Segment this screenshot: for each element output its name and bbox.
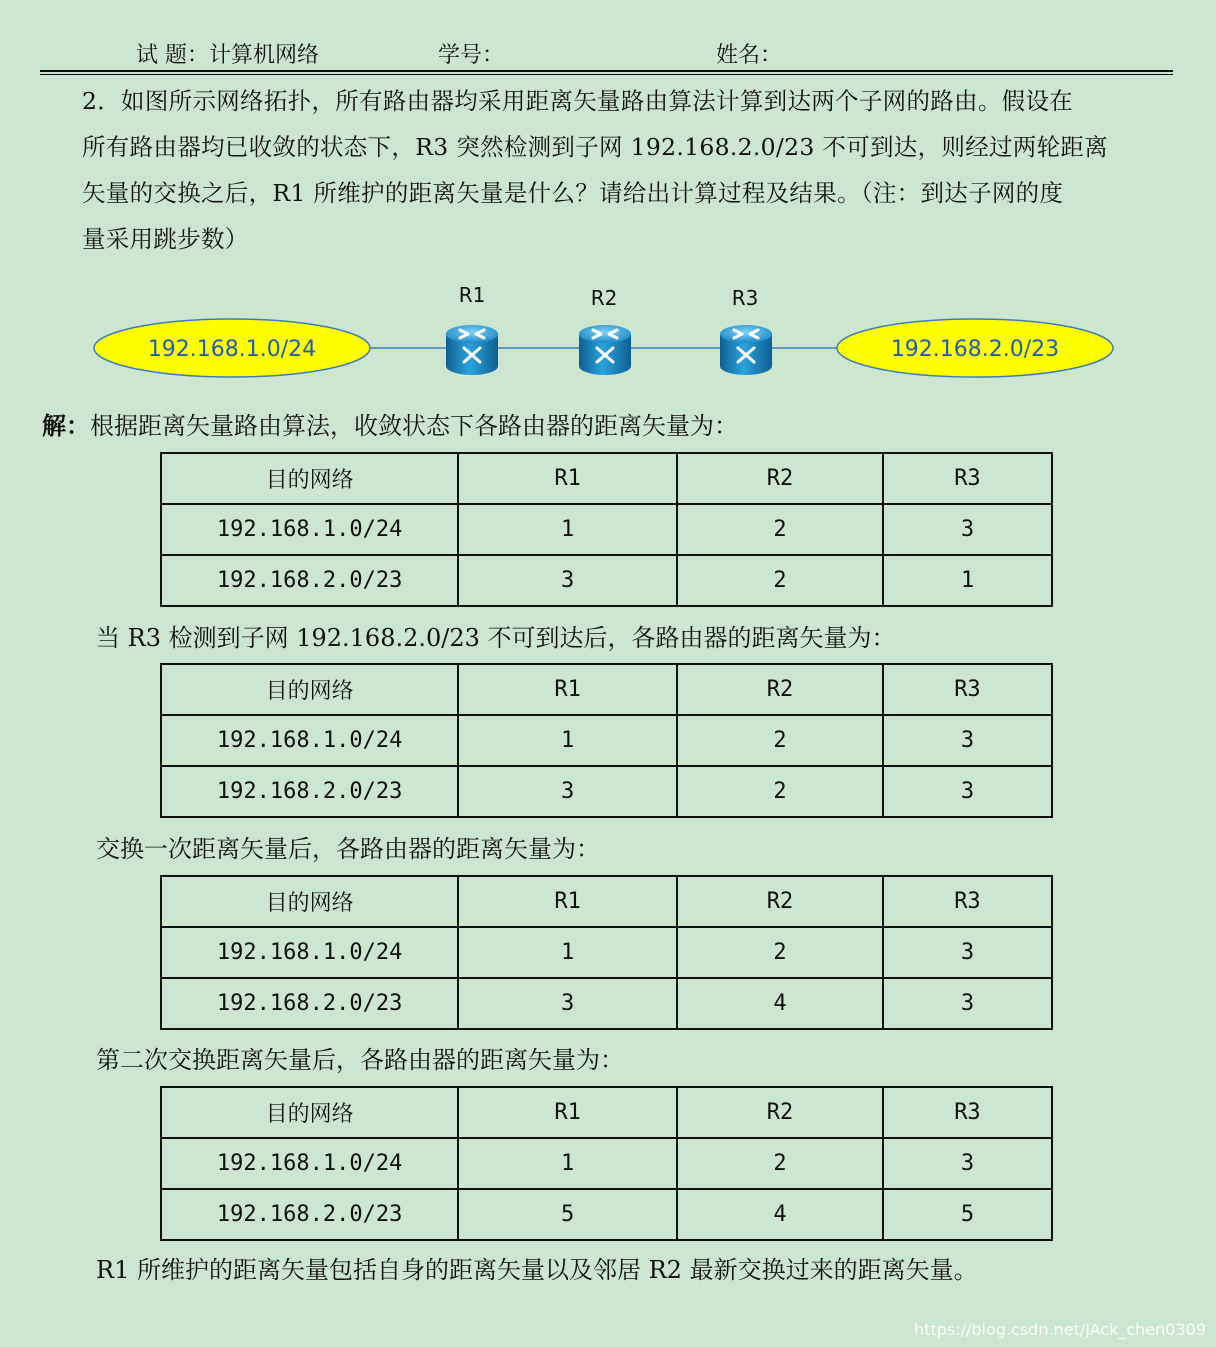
- table-header-row: [161, 876, 1052, 927]
- header-r2: R2: [677, 876, 883, 927]
- router-r2-label: R2: [590, 286, 618, 310]
- solution-label: 解：: [42, 411, 90, 440]
- cell-r1: 1: [458, 1138, 677, 1189]
- question-line: 矢量的交换之后，R1 所维护的距离矢量是什么？请给出计算过程及结果。（注：到达子网的度: [82, 179, 1064, 207]
- cell-destination: 192.168.2.0/23: [161, 978, 458, 1029]
- table-row: [161, 766, 1052, 817]
- cell-r2: 4: [677, 978, 883, 1029]
- watermark: https://blog.csdn.net/JAck_chen0309: [914, 1320, 1206, 1339]
- header-r1: R1: [458, 1087, 677, 1138]
- question-text: [82, 78, 1172, 262]
- distance-vector-table-after-detection: [160, 663, 1053, 818]
- cell-r1: 3: [458, 978, 677, 1029]
- cell-destination: 192.168.1.0/24: [161, 927, 458, 978]
- question-line: 所有路由器均已收敛的状态下，R3 突然检测到子网 192.168.2.0/23 不可到达，则经过两轮距离: [82, 133, 1108, 161]
- cell-r2: 2: [677, 504, 883, 555]
- solution-intro-text: 根据距离矢量路由算法，收敛状态下各路由器的距离矢量为：: [90, 412, 738, 440]
- header-r3: R3: [883, 453, 1052, 504]
- cell-r1: 5: [458, 1189, 677, 1240]
- student-id-label: 学号：: [438, 43, 505, 68]
- header-r2: R2: [677, 664, 883, 715]
- solution-intro: [42, 406, 738, 446]
- cell-destination: 192.168.2.0/23: [161, 1189, 458, 1240]
- name-label: 姓名：: [716, 43, 783, 68]
- header-r3: R3: [883, 1087, 1052, 1138]
- table-row: [161, 978, 1052, 1029]
- cell-r2: 4: [677, 1189, 883, 1240]
- subnet-left-label: 192.168.1.0/24: [147, 337, 317, 362]
- question-line: 量采用跳步数）: [82, 225, 249, 253]
- table-row: [161, 1189, 1052, 1240]
- table-row: [161, 715, 1052, 766]
- cell-r1: 3: [458, 555, 677, 606]
- cell-r1: 1: [458, 927, 677, 978]
- distance-vector-table-first-exchange: [160, 875, 1053, 1030]
- header-r1: R1: [458, 453, 677, 504]
- table-header-row: [161, 664, 1052, 715]
- subnet-right: [837, 319, 1113, 377]
- cell-r2: 2: [677, 715, 883, 766]
- network-topology-diagram: [0, 270, 1216, 400]
- cell-destination: 192.168.1.0/24: [161, 504, 458, 555]
- header-r3: R3: [883, 876, 1052, 927]
- exam-header: [0, 34, 1216, 74]
- table-row: [161, 504, 1052, 555]
- router-icon: [579, 325, 631, 375]
- subnet-left: [94, 319, 370, 377]
- table-row: [161, 927, 1052, 978]
- header-r3: R3: [883, 664, 1052, 715]
- header-destination: 目的网络: [161, 453, 458, 504]
- header-r2: R2: [677, 1087, 883, 1138]
- cell-r2: 2: [677, 555, 883, 606]
- cell-r3: 3: [883, 766, 1052, 817]
- cell-destination: 192.168.2.0/23: [161, 555, 458, 606]
- cell-r2: 2: [677, 927, 883, 978]
- router-r1: [446, 283, 498, 375]
- cell-r3: 3: [883, 927, 1052, 978]
- header-r1: R1: [458, 876, 677, 927]
- cell-destination: 192.168.1.0/24: [161, 1138, 458, 1189]
- distance-vector-table-converged: [160, 452, 1053, 607]
- router-r3-label: R3: [731, 286, 759, 310]
- cell-r1: 1: [458, 504, 677, 555]
- cell-r1: 3: [458, 766, 677, 817]
- router-icon: [446, 325, 498, 375]
- cell-r3: 1: [883, 555, 1052, 606]
- header-destination: 目的网络: [161, 1087, 458, 1138]
- cell-r3: 3: [883, 504, 1052, 555]
- distance-vector-table-second-exchange: [160, 1086, 1053, 1241]
- question-line: 2．如图所示网络拓扑，所有路由器均采用距离矢量路由算法计算到达两个子网的路由。假设在: [82, 87, 1074, 115]
- table-row: [161, 1138, 1052, 1189]
- cell-r2: 2: [677, 1138, 883, 1189]
- subnet-right-label: 192.168.2.0/23: [890, 337, 1060, 362]
- router-r1-label: R1: [458, 283, 486, 307]
- cell-r2: 2: [677, 766, 883, 817]
- header-destination: 目的网络: [161, 664, 458, 715]
- cell-r3: 3: [883, 715, 1052, 766]
- table-row: [161, 555, 1052, 606]
- header-r2: R2: [677, 453, 883, 504]
- header-divider-thick: [40, 70, 1173, 72]
- router-icon: [720, 325, 772, 375]
- table-header-row: [161, 1087, 1052, 1138]
- caption-after-detection: 当 R3 检测到子网 192.168.2.0/23 不可到达后，各路由器的距离矢量为：: [96, 624, 896, 652]
- caption-first-exchange: 交换一次距离矢量后，各路由器的距离矢量为：: [96, 835, 600, 863]
- caption-second-exchange: 第二次交换距离矢量后，各路由器的距离矢量为：: [96, 1046, 624, 1074]
- cell-r1: 1: [458, 715, 677, 766]
- cell-r3: 3: [883, 1138, 1052, 1189]
- cell-destination: 192.168.2.0/23: [161, 766, 458, 817]
- header-divider-thin: [40, 74, 1173, 75]
- header-r1: R1: [458, 664, 677, 715]
- router-r3: [720, 286, 772, 375]
- cell-destination: 192.168.1.0/24: [161, 715, 458, 766]
- table-header-row: [161, 453, 1052, 504]
- subject-label: 试 题：计算机网络: [136, 43, 319, 68]
- header-destination: 目的网络: [161, 876, 458, 927]
- cell-r3: 5: [883, 1189, 1052, 1240]
- cell-r3: 3: [883, 978, 1052, 1029]
- conclusion-text: R1 所维护的距离矢量包括自身的距离矢量以及邻居 R2 最新交换过来的距离矢量。: [96, 1256, 978, 1284]
- router-r2: [579, 286, 631, 375]
